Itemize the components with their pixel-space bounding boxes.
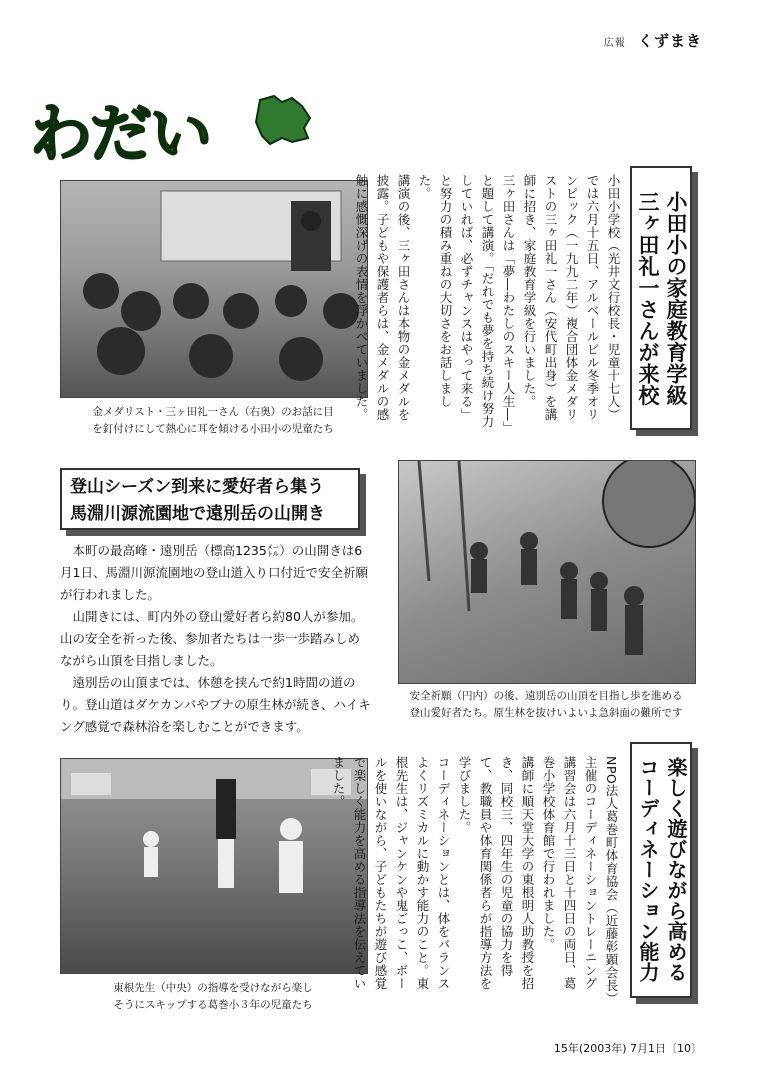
article3-caption — [60, 980, 366, 1014]
article2-caption — [398, 688, 694, 722]
article1-caption-line1: 金メダリスト・三ヶ田礼一さん（右奥）のお話に目 — [92, 406, 334, 418]
article2-body — [60, 540, 372, 738]
page-footer-date: 15年(2003年) 7月1日〔10〕 — [553, 1042, 702, 1055]
masthead-label: 広報 — [603, 38, 626, 49]
article1-headline-line1: 小田小の家庭教育学級 — [664, 190, 688, 406]
article2-headline-line2: 馬淵川源流園地で遠別岳の山開き — [70, 504, 325, 524]
article3-caption-line1: 東根先生（中央）の指導を受けながら楽し — [113, 982, 313, 994]
article2-paragraph: 山開きには、町内外の登山愛好者ら約80人が参加。山の安全を祈った後、参加者たちは一歩一歩踏みしめながら山頂を目指しました。 — [60, 609, 364, 668]
article3-paragraph: 講師に順天堂大学の東根明人助教授を招き、同校三、四年生の児童の協力を得て、教職員や体育関係者らが指導方法を学びました。 — [457, 756, 535, 990]
gym-photo-illustration — [61, 759, 367, 973]
town-map-icon — [252, 92, 314, 148]
article3-body — [331, 756, 622, 1002]
article1-paragraph: 講演の後、三ヶ田さんは本物の金メダルを披露。子どもや保護者らは、金メダルの感触に感慨深げの表情を浮かべていました。 — [354, 174, 411, 421]
article2-headline — [60, 468, 360, 530]
article1-caption — [60, 404, 366, 438]
article1-photo — [60, 180, 368, 398]
masthead — [604, 30, 702, 51]
article3-headline — [630, 742, 692, 998]
article3-headline-line1: 楽しく遊びながら高める — [664, 757, 688, 983]
article2-photo — [398, 460, 696, 684]
article3-caption-line2: そうにスキップする葛巻小３年の児童たち — [113, 999, 313, 1011]
article1-paragraph: 小田小学校（光井文行校長・児童十七人）では六月十五日、アルベールビル冬季オリンピック（一九九二年）複合団体金メダリストの三ヶ田礼一さん（安代町出身）を講師に招き、家庭教育学級を行いました。 — [522, 174, 621, 421]
article2-paragraph: 本町の最高峰・遠別岳（標高1235㍍）の山開きは6月1日、馬淵川源流園地の登山道入り口付近で安全祈願が行われました。 — [60, 543, 368, 602]
article2-caption-line1: 安全祈願（円内）の後、遠別岳の山頂を目指し歩を進める — [409, 690, 683, 702]
article1-body — [354, 174, 624, 430]
article3-paragraph: NPO法人葛巻町体育協会（近藤彰顕会長）主催のコーディネーショントレーニング講習会は六月十三日と十四日の両日、葛巻小学校体育館で行われました。 — [541, 756, 619, 999]
article3-photo — [60, 758, 368, 974]
article1-caption-line2: を釘付けにして熱心に耳を傾ける小田小の児童たち — [92, 423, 334, 435]
article2-headline-line1: 登山シーズン到来に愛好者ら集う — [70, 477, 325, 497]
article3-headline-line2: コーディネーション能力 — [636, 757, 660, 983]
inset-circle — [603, 461, 695, 547]
hikers-photo-illustration — [399, 461, 695, 683]
article3-paragraph: コーディネーションとは、体をバランスよくリズミカルに動かす能力のこと。東根先生は、ジャンケンや鬼ごっこ、ボールを使いながら、子どもたちが遊び感覚で楽しく能力を高める指導法を伝えていました。 — [331, 756, 451, 990]
article2-caption-line2: 登山愛好者たち。原生林を抜けいよいよ急斜面の難所です — [409, 707, 683, 719]
article2-paragraph: 遠別岳の山頂までは、休憩を挟んで約1時間の道のり。登山道はダケカンバやブナの原生林が続き、ハイキング感覚で森林浴を楽しむことができます。 — [60, 675, 371, 734]
masthead-title: くずまき — [637, 32, 702, 50]
article1-paragraph: 三ヶ田さんは「夢―わたしのスキー人生―」と題して講演。「だれでも夢を持ち続け努力していれば、必ずチャンスはやって来る」と努力の積み重ねの大切さをお話しました。 — [417, 174, 516, 428]
classroom-photo-illustration — [61, 181, 367, 397]
article1-headline — [630, 166, 692, 430]
section-logo: わだい — [30, 97, 211, 170]
article1-headline-line2: 三ヶ田礼一さんが来校 — [636, 190, 660, 406]
